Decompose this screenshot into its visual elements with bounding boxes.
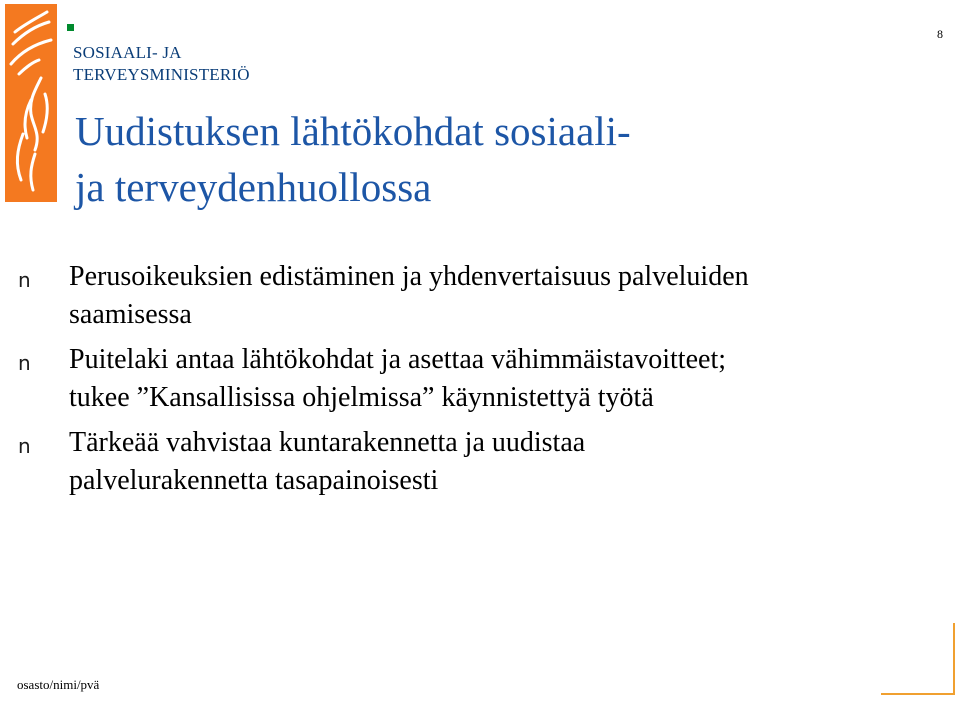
ministry-name-line1: SOSIAALI- JA <box>73 43 182 62</box>
bullet-text-line2: palvelurakennetta tasapainoisesti <box>69 465 439 496</box>
bullet-item <box>0 424 949 500</box>
bullet-text-line1: Puitelaki antaa lähtökohdat ja asettaa vähimmäistavoitteet; <box>69 344 727 375</box>
footer-text: osasto/nimi/pvä <box>17 677 100 692</box>
ministry-logo-icon <box>5 4 57 202</box>
accent-square <box>67 24 74 31</box>
bullet-marker-icon: n <box>18 434 31 458</box>
bullet-text-line1: Tärkeää vahvistaa kuntarakennetta ja uudistaa <box>69 427 586 458</box>
page-number: 8 <box>937 27 943 41</box>
bullet-marker-icon: n <box>18 268 31 292</box>
bullet-item <box>0 341 949 417</box>
slide-title-line1: Uudistuksen lähtökohdat sosiaali- <box>75 108 631 154</box>
slide-title <box>75 103 895 215</box>
bullet-text-line2: tukee ”Kansallisissa ohjelmissa” käynnistettyä työtä <box>69 382 654 413</box>
bullet-list <box>0 258 960 507</box>
ministry-name <box>73 42 250 86</box>
bullet-marker-icon: n <box>18 351 31 375</box>
corner-decoration <box>881 623 955 695</box>
bullet-item <box>0 258 949 334</box>
bullet-text-line2: saamisessa <box>69 299 192 330</box>
slide-title-line2: ja terveydenhuollossa <box>75 164 432 210</box>
bullet-text-line1: Perusoikeuksien edistäminen ja yhdenvertaisuus palveluiden <box>69 261 749 292</box>
ministry-name-line2: TERVEYSMINISTERIÖ <box>73 65 250 84</box>
